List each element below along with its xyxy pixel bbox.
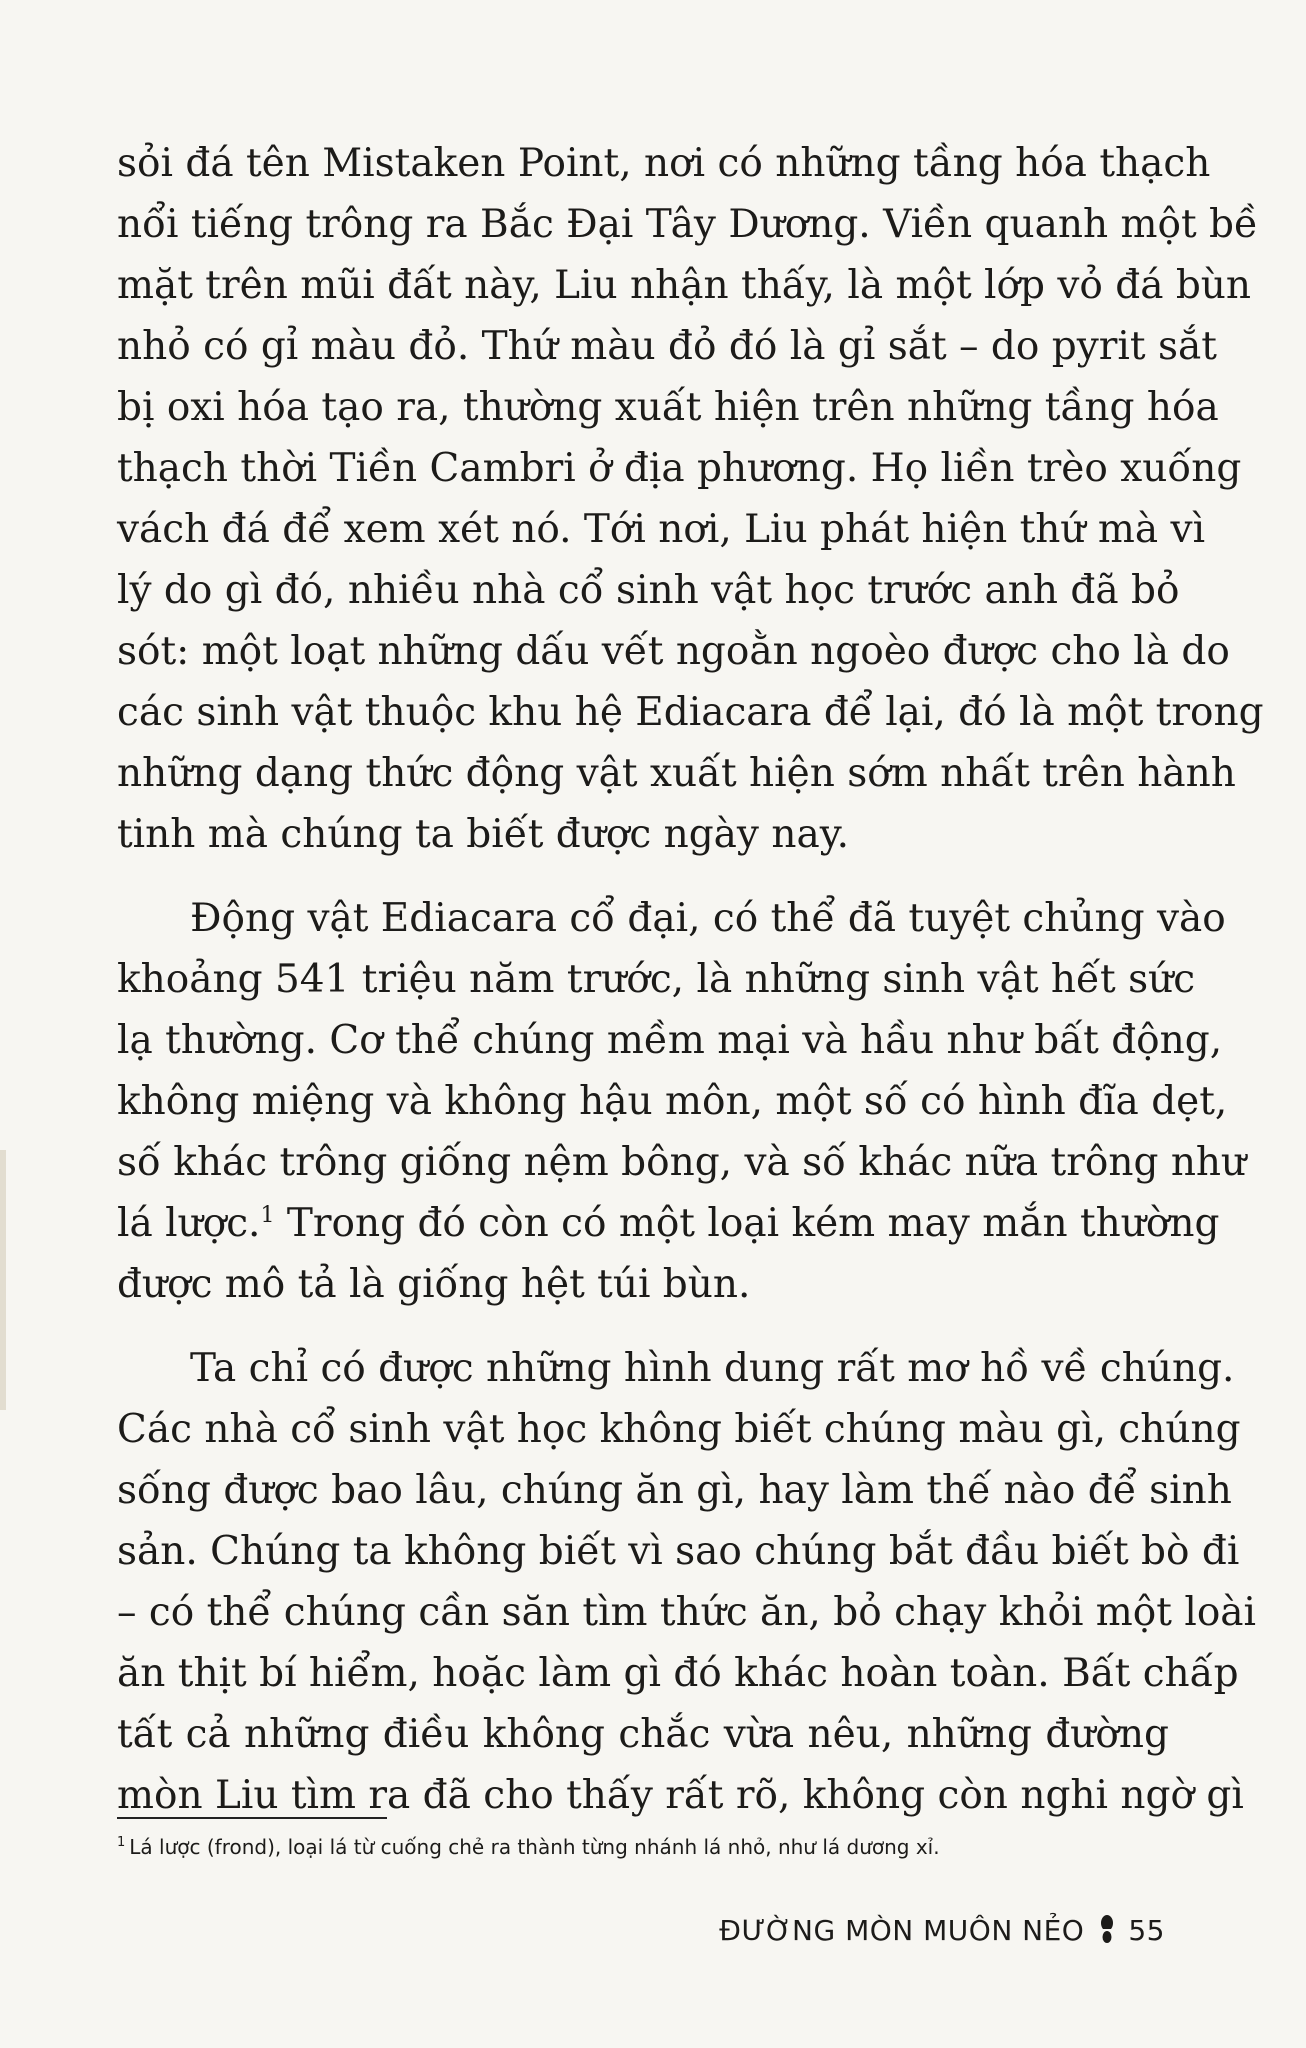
text-line: sót: một loạt những dấu vết ngoằn ngoèo được cho là do [117, 629, 1230, 674]
text-line: nổi tiếng trông ra Bắc Đại Tây Dương. Viền quanh một bề [117, 202, 1259, 247]
footnote-divider [117, 1817, 387, 1819]
text-line: các sinh vật thuộc khu hệ Ediacara để lại, đó là một trong [117, 690, 1264, 735]
running-title: ĐƯỜNG MÒN MUÔN NẺO [719, 1913, 1085, 1947]
text-line: lạ thường. Cơ thể chúng mềm mại và hầu như bất động, [117, 1018, 1223, 1063]
paragraph-2 [117, 888, 1247, 1315]
text-line: sống được bao lâu, chúng ăn gì, hay làm thế nào để sinh [117, 1468, 1232, 1513]
text-line: những dạng thức động vật xuất hiện sớm nhất trên hành [117, 751, 1236, 796]
text-line: khoảng 541 triệu năm trước, là những sinh vật hết sức [117, 957, 1196, 1002]
text-line: Động vật Ediacara cổ đại, có thể đã tuyệt chủng vào [190, 896, 1226, 941]
paragraph-3 [117, 1338, 1257, 1826]
text-line: ăn thịt bí hiểm, hoặc làm gì đó khác hoàn toàn. Bất chấp [117, 1651, 1239, 1696]
text-line: được mô tả là giống hệt túi bùn. [117, 1262, 751, 1307]
footnote [117, 1832, 1177, 1862]
text-line: tất cả những điều không chắc vừa nêu, những đường [117, 1712, 1169, 1757]
text-line: lý do gì đó, nhiều nhà cổ sinh vật học trước anh đã bỏ [117, 568, 1180, 613]
text-line: số khác trông giống nệm bông, và số khác nữa trông như [117, 1140, 1247, 1185]
footnote-text: Lá lược (frond), loại lá từ cuống chẻ ra thành từng nhánh lá nhỏ, như lá dương xỉ. [129, 1835, 940, 1859]
text-line: mòn Liu tìm ra đã cho thấy rất rõ, không còn nghi ngờ gì [117, 1773, 1244, 1818]
footnote-reference[interactable]: 1 [260, 1203, 275, 1228]
text-line: thạch thời Tiền Cambri ở địa phương. Họ liền trèo xuống [117, 446, 1242, 491]
page-edge-shadow [0, 1150, 6, 1410]
footprint-icon [1096, 1914, 1118, 1946]
paragraph-1 [117, 133, 1264, 865]
text-line: sỏi đá tên Mistaken Point, nơi có những tầng hóa thạch [117, 141, 1211, 186]
running-footer [719, 1910, 1165, 1950]
text-line: Ta chỉ có được những hình dung rất mơ hồ về chúng. [190, 1346, 1235, 1391]
text-line: – có thể chúng cần săn tìm thức ăn, bỏ chạy khỏi một loài [117, 1590, 1257, 1635]
footnote-marker: 1 [117, 1835, 126, 1851]
text-line: Các nhà cổ sinh vật học không biết chúng màu gì, chúng [117, 1407, 1241, 1452]
text-line: mặt trên mũi đất này, Liu nhận thấy, là một lớp vỏ đá bùn [117, 263, 1252, 308]
text-line: tinh mà chúng ta biết được ngày nay. [117, 812, 849, 857]
page-number: 55 [1128, 1913, 1165, 1947]
text-fragment: lá lược. [117, 1201, 261, 1246]
body-text [117, 133, 1264, 1826]
text-fragment: Trong đó còn có một loại kém may mắn thường [274, 1201, 1220, 1246]
text-line: nhỏ có gỉ màu đỏ. Thứ màu đỏ đó là gỉ sắt – do pyrit sắt [117, 324, 1217, 369]
text-line: không miệng và không hậu môn, một số có hình đĩa dẹt, [117, 1079, 1228, 1124]
text-line: vách đá để xem xét nó. Tới nơi, Liu phát hiện thứ mà vì [117, 507, 1206, 552]
text-line-with-footnote [117, 1193, 1220, 1254]
text-line: sản. Chúng ta không biết vì sao chúng bắt đầu biết bò đi [117, 1529, 1240, 1574]
text-line: bị oxi hóa tạo ra, thường xuất hiện trên những tầng hóa [117, 385, 1219, 430]
